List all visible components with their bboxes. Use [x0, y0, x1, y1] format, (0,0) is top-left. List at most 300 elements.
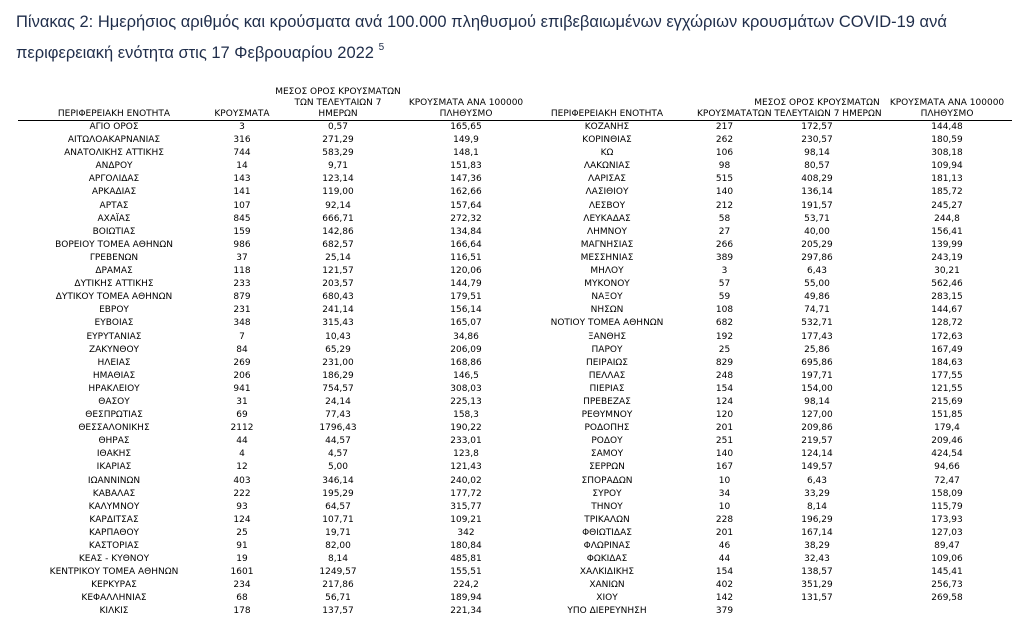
cell-region: ΚΑΡΔΙΤΣΑΣ — [89, 514, 139, 525]
cell-avg7: 5,00 — [327, 462, 349, 473]
cell-avg7: 123,14 — [322, 174, 354, 185]
header-cases: ΚΡΟΥΣΜΑΤΑ — [210, 82, 274, 121]
header-region: ΠΕΡΙΦΕΡΕΙΑΚΗ ΕΝΟΤΗΤΑ — [517, 82, 697, 121]
table-row — [18, 252, 530, 265]
cell-cases: 389 — [715, 252, 734, 263]
table-row — [517, 475, 1012, 488]
table-row — [517, 291, 1012, 304]
cell-avg7: 177,43 — [801, 331, 833, 342]
cell-region: ΚΑΒΑΛΑΣ — [92, 488, 136, 499]
table-row — [18, 409, 530, 422]
cell-avg7: 695,86 — [801, 357, 833, 368]
cell-cases: 233 — [233, 279, 251, 290]
cell-cases: 34 — [718, 488, 731, 499]
table-header-row — [18, 82, 530, 121]
cell-avg7: 6,43 — [806, 475, 828, 486]
cell-per100k: 233,01 — [450, 436, 482, 447]
cell-region: ΑΝΑΤΟΛΙΚΗΣ ΑΤΤΙΚΗΣ — [64, 148, 164, 159]
cell-region: ΘΕΣΣΑΛΟΝΙΚΗΣ — [78, 423, 150, 434]
cell-avg7: 205,29 — [801, 239, 833, 250]
cell-region: ΗΛΕΙΑΣ — [97, 357, 131, 368]
cell-cases: 7 — [239, 331, 245, 342]
cell-per100k: 158,3 — [453, 410, 479, 421]
cell-per100k: 177,72 — [450, 488, 482, 499]
cell-avg7: 137,57 — [322, 606, 354, 617]
cell-per100k: 162,66 — [450, 187, 482, 198]
header-avg7: ΜΕΣΟΣ ΟΡΟΣ ΚΡΟΥΣΜΑΤΩΝ ΤΩΝ ΤΕΛΕΥΤΑΙΩΝ 7 ΗΜΕΡΩΝ — [274, 82, 402, 121]
cell-per100k: 225,13 — [450, 396, 482, 407]
cell-per100k: 165,07 — [450, 318, 482, 329]
cell-per100k: 123,8 — [453, 449, 479, 460]
cell-per100k: 121,55 — [931, 383, 963, 394]
cell-per100k: 315,77 — [450, 501, 482, 512]
cell-cases: 124 — [715, 396, 734, 407]
table-row — [18, 186, 530, 199]
cell-cases: 120 — [715, 410, 734, 421]
cell-cases: 25 — [718, 344, 731, 355]
table-row — [18, 239, 530, 252]
cell-cases: 348 — [233, 318, 251, 329]
cell-cases: 251 — [715, 436, 734, 447]
cell-per100k: 562,46 — [931, 279, 963, 290]
table-row — [517, 579, 1012, 592]
cell-avg7: 136,14 — [801, 187, 833, 198]
cell-avg7: 351,29 — [801, 580, 833, 591]
cell-avg7: 172,57 — [801, 122, 833, 132]
cell-region: ΛΕΣΒΟΥ — [588, 200, 626, 211]
cell-per100k: 485,81 — [450, 554, 482, 565]
cell-avg7: 98,14 — [804, 148, 830, 159]
cell-per100k: 172,63 — [931, 331, 963, 342]
cell-region: ΑΡΓΟΛΙΔΑΣ — [88, 174, 140, 185]
cell-cases: 829 — [715, 357, 734, 368]
cell-avg7: 80,57 — [804, 161, 830, 172]
table-row — [18, 291, 530, 304]
cell-region: ΣΑΜΟΥ — [590, 449, 624, 460]
cell-region: ΚΕΦΑΛΛΗΝΙΑΣ — [81, 593, 147, 604]
cell-avg7: 754,57 — [322, 383, 354, 394]
cell-avg7: 124,14 — [801, 449, 833, 460]
table-row — [18, 566, 530, 579]
cell-avg7: 9,71 — [327, 161, 349, 172]
cell-region: ΘΑΣΟΥ — [98, 396, 130, 407]
cell-per100k: 147,36 — [450, 174, 482, 185]
cell-region: ΑΡΚΑΔΙΑΣ — [91, 187, 137, 198]
cell-cases: 19 — [236, 554, 248, 565]
table-row — [517, 200, 1012, 213]
cell-avg7: 98,14 — [804, 396, 830, 407]
cell-avg7: 532,71 — [801, 318, 833, 329]
cell-cases: 154 — [715, 383, 734, 394]
cell-cases: 206 — [233, 370, 251, 381]
cell-cases: 12 — [236, 462, 248, 473]
cell-region: ΜΥΚΟΝΟΥ — [584, 279, 630, 290]
table-row — [517, 527, 1012, 540]
cell-avg7: 197,71 — [801, 370, 833, 381]
table-row — [18, 461, 530, 474]
table-row — [517, 605, 1012, 618]
cell-cases: 178 — [233, 606, 251, 617]
cell-region: ΒΟΙΩΤΙΑΣ — [92, 226, 136, 237]
cell-region: ΙΩΑΝΝΙΝΩΝ — [87, 475, 141, 486]
cell-avg7: 186,29 — [322, 370, 354, 381]
cell-avg7: 6,43 — [806, 266, 828, 277]
cell-per100k: 139,99 — [931, 239, 963, 250]
cell-cases: 91 — [236, 541, 248, 551]
table-row — [18, 448, 530, 461]
cell-cases: 57 — [718, 279, 731, 290]
table-row — [517, 370, 1012, 383]
cell-cases: 986 — [233, 239, 251, 250]
cell-region: ΕΥΡΥΤΑΝΙΑΣ — [86, 331, 142, 342]
cell-region: ΦΘΙΩΤΙΔΑΣ — [582, 527, 632, 538]
cell-region: ΛΗΜΝΟΥ — [586, 226, 627, 237]
cell-per100k: 145,41 — [931, 567, 963, 578]
cell-per100k: 89,47 — [934, 541, 960, 551]
cell-cases: 222 — [233, 488, 251, 499]
table-body-right — [517, 121, 1012, 619]
cell-cases: 106 — [715, 148, 734, 159]
cell-per100k: 149,9 — [453, 135, 479, 146]
cell-cases: 515 — [715, 174, 734, 185]
table-row — [517, 173, 1012, 186]
table-row — [18, 226, 530, 239]
cell-region: ΜΑΓΝΗΣΙΑΣ — [580, 239, 634, 250]
cell-cases: 31 — [236, 396, 248, 407]
cell-avg7: 82,00 — [325, 541, 351, 551]
cell-cases: 3 — [721, 266, 728, 277]
cell-cases: 118 — [233, 266, 251, 277]
table-row — [517, 501, 1012, 514]
table-row — [517, 592, 1012, 605]
cell-region: ΡΟΔΟΥ — [591, 436, 623, 447]
cell-avg7: 167,14 — [801, 527, 833, 538]
cell-cases: 140 — [715, 187, 734, 198]
cell-avg7: 64,57 — [325, 501, 351, 512]
table-row — [18, 488, 530, 501]
cell-per100k: 156,41 — [931, 226, 963, 237]
cell-avg7: 19,71 — [325, 527, 351, 538]
cell-cases: 316 — [233, 135, 251, 146]
cell-avg7: 408,29 — [801, 174, 833, 185]
cell-per100k: 120,06 — [450, 266, 482, 277]
cell-avg7: 191,57 — [801, 200, 833, 211]
cell-cases: 44 — [236, 436, 248, 447]
cell-cases: 154 — [715, 567, 734, 578]
table-caption — [16, 10, 1016, 66]
cell-per100k: 224,2 — [453, 580, 479, 591]
cell-avg7: 219,57 — [801, 436, 833, 447]
regional-cases-table-left — [18, 82, 530, 619]
cell-region: ΚΕΑΣ - ΚΥΘΝΟΥ — [78, 554, 150, 565]
cell-per100k: 151,85 — [931, 410, 963, 421]
cell-cases: 941 — [233, 383, 251, 394]
table-row — [517, 160, 1012, 173]
cell-cases: 140 — [715, 449, 734, 460]
cell-region: ΡΟΔΟΠΗΣ — [584, 423, 630, 434]
cell-region: ΓΡΕΒΕΝΩΝ — [89, 252, 139, 263]
table-body-left — [18, 121, 530, 619]
cell-per100k: 109,94 — [931, 161, 963, 172]
table-row — [18, 173, 530, 186]
cell-region: ΑΙΤΩΛΟΑΚΑΡΝΑΝΙΑΣ — [67, 135, 161, 146]
cell-region: ΣΕΡΡΩΝ — [589, 462, 625, 473]
cell-per100k: 424,54 — [931, 449, 963, 460]
cell-cases: 44 — [718, 554, 731, 565]
cell-per100k: 240,02 — [450, 475, 482, 486]
cell-region: ΛΑΚΩΝΙΑΣ — [583, 161, 631, 172]
table-row — [18, 396, 530, 409]
cell-avg7: 217,86 — [322, 580, 354, 591]
cell-avg7: 149,57 — [801, 462, 833, 473]
cell-per100k: 308,03 — [450, 383, 482, 394]
cell-per100k: 189,94 — [450, 593, 482, 604]
cell-per100k: 206,09 — [450, 344, 482, 355]
cell-region: ΚΩ — [600, 148, 614, 159]
cell-per100k: 177,55 — [931, 370, 963, 381]
table-row — [517, 344, 1012, 357]
table-row — [18, 331, 530, 344]
table-row — [18, 304, 530, 317]
cell-region: ΚΟΖΑΝΗΣ — [584, 122, 630, 132]
table-row — [517, 383, 1012, 396]
cell-per100k: 166,64 — [450, 239, 482, 250]
cell-avg7: 77,43 — [325, 410, 351, 421]
cell-region: ΗΜΑΘΙΑΣ — [92, 370, 136, 381]
cell-cases: 68 — [236, 593, 248, 604]
cell-region: ΚΙΛΚΙΣ — [99, 606, 129, 617]
cell-avg7: 682,57 — [322, 239, 354, 250]
cell-per100k — [882, 605, 1012, 618]
cell-region: ΚΕΡΚΥΡΑΣ — [91, 580, 137, 591]
cell-cases: 143 — [233, 174, 251, 185]
cell-region: ΚΑΡΠΑΘΟΥ — [88, 527, 140, 538]
cell-cases: 27 — [718, 226, 731, 237]
cell-per100k: 94,66 — [934, 462, 960, 473]
cell-region: ΛΑΣΙΘΙΟΥ — [585, 187, 629, 198]
cell-region: ΝΑΞΟΥ — [591, 292, 623, 303]
cell-region: ΔΡΑΜΑΣ — [95, 266, 133, 277]
cell-avg7: 666,71 — [322, 213, 354, 224]
cell-per100k: 144,79 — [450, 279, 482, 290]
cell-region: ΧΑΛΚΙΔΙΚΗΣ — [579, 567, 635, 578]
cell-avg7: 44,57 — [325, 436, 351, 447]
table-row — [18, 357, 530, 370]
cell-region: ΣΥΡΟΥ — [592, 488, 622, 499]
table-row — [18, 200, 530, 213]
cell-cases: 37 — [236, 252, 248, 263]
cell-avg7: 1796,43 — [319, 423, 357, 434]
cell-cases: 403 — [233, 475, 251, 486]
cell-cases: 879 — [233, 292, 251, 303]
cell-avg7: 203,57 — [322, 279, 354, 290]
cell-region: ΘΗΡΑΣ — [98, 436, 130, 447]
header-per100k: ΚΡΟΥΣΜΑΤΑ ΑΝΑ 100000 ΠΛΗΘΥΣΜΟ — [402, 82, 530, 121]
cell-region: ΑΝΔΡΟΥ — [95, 161, 133, 172]
cell-avg7: 271,29 — [322, 135, 354, 146]
cell-avg7: 131,57 — [801, 593, 833, 604]
cell-region: ΚΟΡΙΝΘΙΑΣ — [582, 135, 632, 146]
cell-per100k: 180,59 — [931, 135, 963, 146]
header-avg7: ΜΕΣΟΣ ΟΡΟΣ ΚΡΟΥΣΜΑΤΩΝ ΤΩΝ ΤΕΛΕΥΤΑΙΩΝ 7 ΗΜΕΡΩΝ — [752, 82, 882, 121]
table-row — [18, 527, 530, 540]
cell-cases: 69 — [236, 410, 248, 421]
cell-per100k: 134,84 — [450, 226, 482, 237]
cell-cases: 231 — [233, 305, 251, 316]
caption-text: Πίνακας 2: Ημερήσιος αριθμός και κρούσματα ανά 100.000 πληθυσμού επιβεβαιωμένων εγχώριων κρουσμάτων COVID-19 ανά περιφερειακή ενότητα στις 17 Φεβρουαρίου 2022 — [16, 13, 947, 62]
cell-cases: 14 — [236, 161, 248, 172]
table-row — [18, 147, 530, 160]
cell-cases: 10 — [718, 475, 731, 486]
table-row — [18, 344, 530, 357]
cell-avg7: 4,57 — [327, 449, 349, 460]
cell-per100k: 269,58 — [931, 593, 963, 604]
cell-per100k: 158,09 — [931, 488, 963, 499]
table-row — [18, 213, 530, 226]
cell-per100k: 72,47 — [934, 475, 960, 486]
cell-per100k: 127,03 — [931, 527, 963, 538]
cell-avg7: 297,86 — [801, 252, 833, 263]
table-row — [18, 514, 530, 527]
table-row — [517, 186, 1012, 199]
cell-per100k: 144,48 — [931, 122, 963, 132]
cell-avg7: 65,29 — [325, 344, 351, 355]
cell-avg7: 10,43 — [325, 331, 351, 342]
table-row — [517, 331, 1012, 344]
cell-region: ΔΥΤΙΚΗΣ ΑΤΤΙΚΗΣ — [74, 279, 154, 290]
cell-per100k: 168,86 — [450, 357, 482, 368]
table-row — [517, 540, 1012, 553]
cell-avg7: 119,00 — [322, 187, 354, 198]
table-row — [517, 226, 1012, 239]
cell-region: ΠΕΛΛΑΣ — [588, 370, 626, 381]
cell-avg7: 121,57 — [322, 266, 354, 277]
table-row — [18, 160, 530, 173]
cell-per100k: 151,83 — [450, 161, 482, 172]
cell-per100k: 121,43 — [450, 462, 482, 473]
cell-cases: 1601 — [230, 567, 254, 578]
table-row — [517, 435, 1012, 448]
cell-region: ΔΥΤΙΚΟΥ ΤΟΜΕΑ ΑΘΗΝΩΝ — [55, 292, 173, 303]
cell-region: ΠΑΡΟΥ — [591, 344, 623, 355]
table-row — [517, 566, 1012, 579]
table-row — [517, 134, 1012, 147]
cell-region: ΜΗΛΟΥ — [590, 266, 624, 277]
table-row — [18, 121, 530, 135]
table-row — [517, 357, 1012, 370]
regional-cases-table-right — [517, 82, 1012, 619]
cell-per100k: 167,49 — [931, 344, 963, 355]
cell-avg7: 8,14 — [806, 501, 828, 512]
cell-cases: 248 — [715, 370, 734, 381]
table-row — [18, 317, 530, 330]
cell-avg7: 315,43 — [322, 318, 354, 329]
cell-avg7: 107,71 — [322, 514, 354, 525]
cell-cases: 108 — [715, 305, 734, 316]
cell-avg7: 196,29 — [801, 514, 833, 525]
cell-avg7: 56,71 — [325, 593, 351, 604]
cell-per100k: 215,69 — [931, 396, 963, 407]
cell-avg7: 24,14 — [325, 396, 351, 407]
header-per100k: ΚΡΟΥΣΜΑΤΑ ΑΝΑ 100000 ΠΛΗΘΥΣΜΟ — [882, 82, 1012, 121]
table-row — [18, 592, 530, 605]
cell-cases: 4 — [239, 449, 245, 460]
cell-avg7: 55,00 — [804, 279, 830, 290]
cell-avg7: 25,86 — [804, 344, 830, 355]
cell-region: ΕΒΡΟΥ — [99, 305, 129, 316]
cell-cases: 192 — [715, 331, 734, 342]
cell-per100k: 109,06 — [931, 554, 963, 565]
table-header-row — [517, 82, 1012, 121]
cell-region: ΙΘΑΚΗΣ — [96, 449, 132, 460]
cell-cases: 201 — [715, 423, 734, 434]
cell-cases: 10 — [718, 501, 731, 512]
cell-cases: 141 — [233, 187, 251, 198]
cell-avg7: 53,71 — [804, 213, 830, 224]
cell-avg7: 154,00 — [801, 383, 833, 394]
cell-cases: 228 — [715, 514, 734, 525]
cell-region: ΣΠΟΡΑΔΩΝ — [581, 475, 633, 486]
cell-avg7: 138,57 — [801, 567, 833, 578]
cell-cases: 845 — [233, 213, 251, 224]
cell-region: ΧΙΟΥ — [596, 593, 618, 604]
cell-region: ΧΑΝΙΩΝ — [589, 580, 625, 591]
cell-per100k: 128,72 — [931, 318, 963, 329]
cell-region: ΚΑΛΥΜΝΟΥ — [88, 501, 140, 512]
cell-cases: 402 — [715, 580, 734, 591]
cell-avg7: 38,29 — [804, 541, 830, 551]
table-row — [517, 461, 1012, 474]
cell-region: ΞΑΝΘΗΣ — [587, 331, 627, 342]
cell-per100k: 180,84 — [450, 541, 482, 551]
cell-per100k: 155,51 — [450, 567, 482, 578]
cell-region: ΚΕΝΤΡΙΚΟΥ ΤΟΜΕΑ ΑΘΗΝΩΝ — [49, 567, 179, 578]
table-row — [517, 121, 1012, 135]
cell-per100k: 245,27 — [931, 200, 963, 211]
cell-avg7: 195,29 — [322, 488, 354, 499]
cell-region: ΤΗΝΟΥ — [591, 501, 623, 512]
cell-per100k: 179,4 — [934, 423, 960, 434]
cell-avg7: 346,14 — [322, 475, 354, 486]
cell-per100k: 209,46 — [931, 436, 963, 447]
cell-per100k: 115,79 — [931, 501, 963, 512]
cell-per100k: 156,14 — [450, 305, 482, 316]
cell-region: ΜΕΣΣΗΝΙΑΣ — [580, 252, 634, 263]
cell-avg7: 8,14 — [327, 554, 349, 565]
table-row — [517, 147, 1012, 160]
cell-per100k: 342 — [457, 527, 475, 538]
cell-per100k: 146,5 — [453, 370, 479, 381]
table-row — [18, 540, 530, 553]
cell-per100k: 308,18 — [931, 148, 963, 159]
cell-cases: 262 — [715, 135, 734, 146]
cell-cases: 167 — [715, 462, 734, 473]
cell-region: ΑΓΙΟ ΟΡΟΣ — [89, 122, 139, 132]
cell-avg7: 33,29 — [804, 488, 830, 499]
cell-region: ΗΡΑΚΛΕΙΟΥ — [88, 383, 140, 394]
cell-region: ΙΚΑΡΙΑΣ — [96, 462, 132, 473]
table-row — [517, 514, 1012, 527]
cell-cases: 212 — [715, 200, 734, 211]
cell-region: ΤΡΙΚΑΛΩΝ — [584, 514, 630, 525]
cell-cases: 217 — [715, 122, 734, 132]
table-row — [517, 252, 1012, 265]
cell-cases: 142 — [715, 593, 734, 604]
cell-region: ΦΛΩΡΙΝΑΣ — [583, 541, 631, 551]
table-row — [517, 422, 1012, 435]
table-row — [517, 239, 1012, 252]
table-row — [18, 278, 530, 291]
